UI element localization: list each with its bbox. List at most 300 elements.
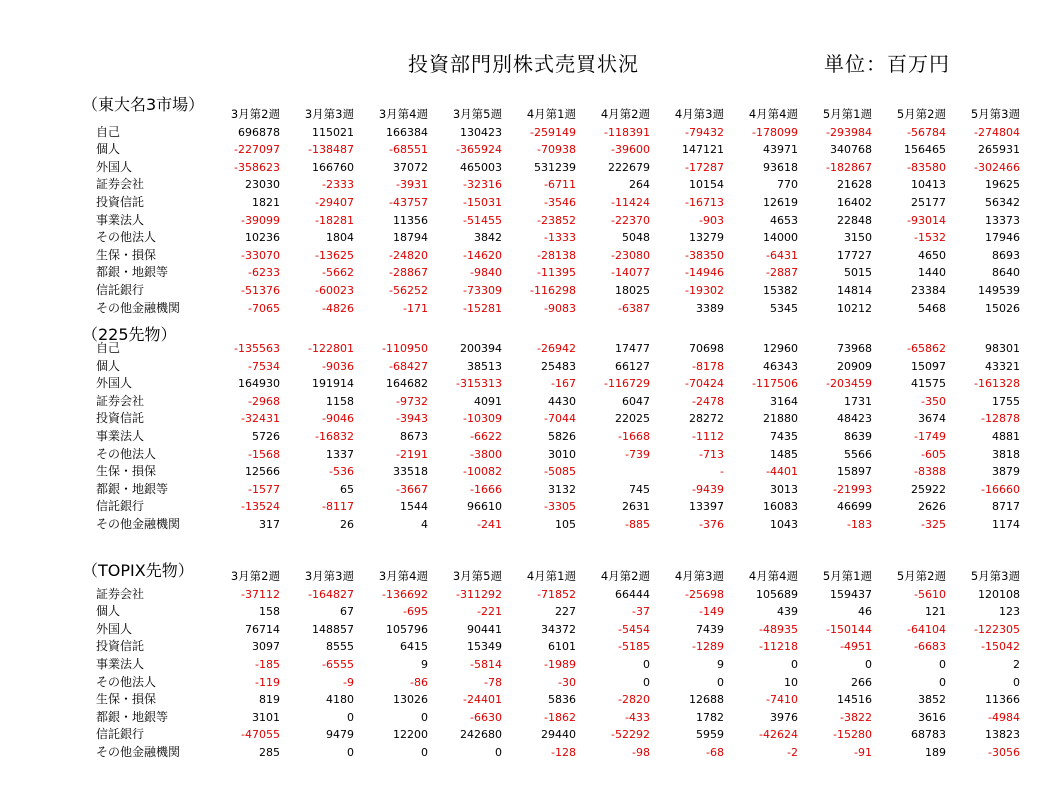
value-cell: 770 xyxy=(777,178,798,192)
table-row xyxy=(96,176,1020,194)
row-label: 事業法人 xyxy=(96,656,145,671)
column-header: 3月第5週 xyxy=(452,107,502,121)
value-cell: 8640 xyxy=(992,266,1020,280)
value-cell: -7410 xyxy=(766,693,798,707)
header-row xyxy=(96,568,1020,586)
value-cell: -6683 xyxy=(914,640,946,654)
value-cell: 242680 xyxy=(460,728,502,742)
column-header: 3月第2週 xyxy=(230,569,280,583)
value-cell: 9 xyxy=(717,657,724,671)
table-row xyxy=(96,709,1020,727)
row-label: 証券会社 xyxy=(96,393,145,408)
value-cell: -18281 xyxy=(315,213,354,227)
value-cell: 65 xyxy=(340,482,354,496)
value-cell: -4984 xyxy=(988,710,1020,724)
value-cell: -350 xyxy=(921,394,946,408)
value-cell: -203459 xyxy=(826,377,872,391)
value-cell: 1544 xyxy=(400,500,428,514)
value-cell: 159437 xyxy=(830,587,872,601)
value-cell: -11424 xyxy=(611,195,650,209)
row-label: 信託銀行 xyxy=(96,499,145,514)
value-cell: 38513 xyxy=(467,359,502,373)
value-cell: -6387 xyxy=(618,301,650,315)
value-cell: 105 xyxy=(555,517,576,531)
value-cell: -14620 xyxy=(463,248,502,262)
value-cell: -43757 xyxy=(389,195,428,209)
column-header: 4月第4週 xyxy=(748,107,798,121)
value-cell: -3943 xyxy=(396,412,428,426)
value-cell: 1337 xyxy=(326,447,354,461)
value-cell: -15042 xyxy=(981,640,1020,654)
value-cell: -47055 xyxy=(241,728,280,742)
table-row xyxy=(96,300,1020,318)
value-cell: -71852 xyxy=(537,587,576,601)
value-cell: 0 xyxy=(643,675,650,689)
value-cell: -13625 xyxy=(315,248,354,262)
value-cell: -24820 xyxy=(389,248,428,262)
value-cell: -311292 xyxy=(456,587,502,601)
value-cell: 4180 xyxy=(326,693,354,707)
row-label: 投資信託 xyxy=(96,194,145,209)
value-cell: 46 xyxy=(858,605,872,619)
row-label: 外国人 xyxy=(96,376,133,391)
value-cell: 3616 xyxy=(918,710,946,724)
value-cell: -23852 xyxy=(537,213,576,227)
value-cell: -9036 xyxy=(322,359,354,373)
value-cell xyxy=(576,463,650,481)
value-cell: 4881 xyxy=(992,429,1020,443)
value-cell: 0 xyxy=(1013,675,1020,689)
value-cell: 10236 xyxy=(245,231,280,245)
value-cell: 21880 xyxy=(763,412,798,426)
value-cell: -1862 xyxy=(544,710,576,724)
value-cell: 1821 xyxy=(252,195,280,209)
value-cell: -116729 xyxy=(604,377,650,391)
page-title: 投資部門別株式売買状況 xyxy=(408,52,639,76)
value-cell: 4430 xyxy=(548,394,576,408)
value-cell: -98 xyxy=(632,745,650,759)
value-cell: -14946 xyxy=(685,266,724,280)
value-cell: 66444 xyxy=(615,587,650,601)
column-header: 3月第3週 xyxy=(304,107,354,121)
table-row xyxy=(96,656,1020,674)
value-cell: 2626 xyxy=(918,500,946,514)
value-cell: -136692 xyxy=(382,587,428,601)
value-cell: -1112 xyxy=(692,429,724,443)
value-cell: 0 xyxy=(939,675,946,689)
value-cell: 16402 xyxy=(837,195,872,209)
value-cell: 48423 xyxy=(837,412,872,426)
value-cell: 73968 xyxy=(837,342,872,355)
value-cell: 8717 xyxy=(992,500,1020,514)
table-row xyxy=(96,194,1020,212)
value-cell: -6431 xyxy=(766,248,798,262)
value-cell: 3842 xyxy=(474,231,502,245)
table-topix-futures xyxy=(96,568,1020,762)
value-cell: -713 xyxy=(699,447,724,461)
value-cell: 0 xyxy=(347,710,354,724)
column-header: 5月第1週 xyxy=(822,107,872,121)
value-cell: -164827 xyxy=(308,587,354,601)
value-cell: 56342 xyxy=(985,195,1020,209)
value-cell: 41575 xyxy=(911,377,946,391)
value-cell: -1568 xyxy=(248,447,280,461)
value-cell: 266 xyxy=(851,675,872,689)
table-row xyxy=(96,212,1020,230)
value-cell: -29407 xyxy=(315,195,354,209)
value-cell: 15097 xyxy=(911,359,946,373)
value-cell: 70698 xyxy=(689,342,724,355)
value-cell: 158 xyxy=(259,605,280,619)
value-cell: 0 xyxy=(939,657,946,671)
value-cell: 11366 xyxy=(985,693,1020,707)
value-cell: 1043 xyxy=(770,517,798,531)
value-cell: -68551 xyxy=(389,143,428,157)
value-cell: 13823 xyxy=(985,728,1020,742)
value-cell: 123 xyxy=(999,605,1020,619)
value-cell: 10212 xyxy=(837,301,872,315)
section-label-topix-futures: （TOPIX先物） xyxy=(82,561,194,580)
header-blank xyxy=(96,568,206,586)
value-cell: 23384 xyxy=(911,283,946,297)
value-cell: 1755 xyxy=(992,394,1020,408)
value-cell: -10309 xyxy=(463,412,502,426)
value-cell: 3150 xyxy=(844,231,872,245)
value-cell: -8178 xyxy=(692,359,724,373)
column-header: 4月第3週 xyxy=(674,107,724,121)
value-cell: -9046 xyxy=(322,412,354,426)
table-row xyxy=(96,358,1020,376)
value-cell: -315313 xyxy=(456,377,502,391)
value-cell: 11356 xyxy=(393,213,428,227)
value-cell: 19625 xyxy=(985,178,1020,192)
value-cell: 76714 xyxy=(245,622,280,636)
value-cell: 8693 xyxy=(992,248,1020,262)
value-cell: 98301 xyxy=(985,342,1020,355)
value-cell: 10154 xyxy=(689,178,724,192)
value-cell: 0 xyxy=(421,710,428,724)
value-cell: 10413 xyxy=(911,178,946,192)
value-cell: -118391 xyxy=(604,125,650,139)
value-cell: 3976 xyxy=(770,710,798,724)
value-cell: 0 xyxy=(347,745,354,759)
value-cell: - xyxy=(720,465,724,479)
value-cell: -5814 xyxy=(470,657,502,671)
value-cell: -38350 xyxy=(685,248,724,262)
value-cell: -25698 xyxy=(685,587,724,601)
value-cell: 105796 xyxy=(386,622,428,636)
value-cell: -1289 xyxy=(692,640,724,654)
value-cell: -37 xyxy=(632,605,650,619)
value-cell: -2820 xyxy=(618,693,650,707)
value-cell: 0 xyxy=(495,745,502,759)
value-cell: 22025 xyxy=(615,412,650,426)
row-label: その他法人 xyxy=(96,230,157,245)
row-label: その他金融機関 xyxy=(96,300,181,315)
value-cell: 15382 xyxy=(763,283,798,297)
table-row xyxy=(96,726,1020,744)
value-cell: -70424 xyxy=(685,377,724,391)
value-cell: -227097 xyxy=(234,143,280,157)
value-cell: -274804 xyxy=(974,125,1020,139)
value-cell: 120108 xyxy=(978,587,1020,601)
value-cell: -302466 xyxy=(974,160,1020,174)
value-cell: -37112 xyxy=(241,587,280,601)
row-label: 個人 xyxy=(96,358,121,373)
value-cell: -78 xyxy=(484,675,502,689)
value-cell: -1668 xyxy=(618,429,650,443)
table-row xyxy=(96,340,1020,358)
row-label: 都銀・地銀等 xyxy=(96,481,169,496)
value-cell: -68427 xyxy=(389,359,428,373)
value-cell: 130423 xyxy=(460,125,502,139)
section-label-225-futures: （225先物） xyxy=(82,325,177,344)
value-cell: 4653 xyxy=(770,213,798,227)
value-cell: 265931 xyxy=(978,143,1020,157)
value-cell: 43321 xyxy=(985,359,1020,373)
row-label: その他金融機関 xyxy=(96,744,181,759)
value-cell: -241 xyxy=(477,517,502,531)
value-cell: -3931 xyxy=(396,178,428,192)
value-cell: -221 xyxy=(477,605,502,619)
value-cell: -2333 xyxy=(322,178,354,192)
table-row xyxy=(96,247,1020,265)
value-cell: 5726 xyxy=(252,429,280,443)
value-cell: -32316 xyxy=(463,178,502,192)
value-cell: 745 xyxy=(629,482,650,496)
value-cell: -6711 xyxy=(544,178,576,192)
value-cell: -48935 xyxy=(759,622,798,636)
value-cell: 6101 xyxy=(548,640,576,654)
value-cell: -2191 xyxy=(396,447,428,461)
value-cell: -185 xyxy=(255,657,280,671)
value-cell: 15026 xyxy=(985,301,1020,315)
value-cell: -1333 xyxy=(544,231,576,245)
value-cell: 28272 xyxy=(689,412,724,426)
table-row xyxy=(96,410,1020,428)
value-cell: -119 xyxy=(255,675,280,689)
value-cell: 5826 xyxy=(548,429,576,443)
value-cell: -3056 xyxy=(988,745,1020,759)
value-cell: -5454 xyxy=(618,622,650,636)
value-cell: 3389 xyxy=(696,301,724,315)
value-cell: 14516 xyxy=(837,693,872,707)
value-cell: -15280 xyxy=(833,728,872,742)
value-cell: 4 xyxy=(421,517,428,531)
value-cell: 3818 xyxy=(992,447,1020,461)
row-label: 事業法人 xyxy=(96,212,145,227)
value-cell: 3852 xyxy=(918,693,946,707)
value-cell: 819 xyxy=(259,693,280,707)
value-cell: -5610 xyxy=(914,587,946,601)
value-cell: 5345 xyxy=(770,301,798,315)
value-cell: 23030 xyxy=(245,178,280,192)
value-cell: -182867 xyxy=(826,160,872,174)
table-row xyxy=(96,159,1020,177)
value-cell: -1749 xyxy=(914,429,946,443)
row-label: 個人 xyxy=(96,142,121,157)
column-header: 4月第1週 xyxy=(526,107,576,121)
value-cell: -1532 xyxy=(914,231,946,245)
value-cell: -4826 xyxy=(322,301,354,315)
table-row xyxy=(96,638,1020,656)
value-cell: -3546 xyxy=(544,195,576,209)
row-label: 生保・損保 xyxy=(96,464,157,479)
row-label: 信託銀行 xyxy=(96,282,145,297)
row-label: 都銀・地銀等 xyxy=(96,709,169,724)
value-cell: -23080 xyxy=(611,248,650,262)
value-cell: 1804 xyxy=(326,231,354,245)
value-cell: 37072 xyxy=(393,160,428,174)
value-cell: 227 xyxy=(555,605,576,619)
value-cell: -91 xyxy=(854,745,872,759)
value-cell: 9 xyxy=(421,657,428,671)
value-cell: -51376 xyxy=(241,283,280,297)
value-cell: 317 xyxy=(259,517,280,531)
value-cell: -13524 xyxy=(241,500,280,514)
value-cell: 8673 xyxy=(400,429,428,443)
value-cell: -11218 xyxy=(759,640,798,654)
value-cell: 0 xyxy=(717,675,724,689)
value-cell: -39099 xyxy=(241,213,280,227)
value-cell: -51455 xyxy=(463,213,502,227)
value-cell: 3674 xyxy=(918,412,946,426)
value-cell: 189 xyxy=(925,745,946,759)
value-cell: 46699 xyxy=(837,500,872,514)
table-row xyxy=(96,498,1020,516)
value-cell: 285 xyxy=(259,745,280,759)
row-label: 信託銀行 xyxy=(96,727,145,742)
value-cell: 12200 xyxy=(393,728,428,742)
column-header: 5月第3週 xyxy=(970,107,1020,121)
value-cell: 4091 xyxy=(474,394,502,408)
value-cell: 1440 xyxy=(918,266,946,280)
table-row xyxy=(96,674,1020,692)
value-cell: -14077 xyxy=(611,266,650,280)
column-header: 3月第5週 xyxy=(452,569,502,583)
row-label: その他法人 xyxy=(96,674,157,689)
value-cell: 5048 xyxy=(622,231,650,245)
value-cell: -68 xyxy=(706,745,724,759)
value-cell: 7435 xyxy=(770,429,798,443)
value-cell: -2887 xyxy=(766,266,798,280)
row-label: 都銀・地銀等 xyxy=(96,265,169,280)
row-label: 証券会社 xyxy=(96,586,145,601)
value-cell: -1989 xyxy=(544,657,576,671)
value-cell: -70938 xyxy=(537,143,576,157)
table-row xyxy=(96,691,1020,709)
value-cell: -259149 xyxy=(530,125,576,139)
value-cell: -65862 xyxy=(907,342,946,355)
value-cell: 340768 xyxy=(830,143,872,157)
value-cell: 439 xyxy=(777,605,798,619)
value-cell: -2 xyxy=(787,745,798,759)
value-cell: -4951 xyxy=(840,640,872,654)
value-cell: 531239 xyxy=(534,160,576,174)
value-cell: 2631 xyxy=(622,500,650,514)
value-cell: -24401 xyxy=(463,693,502,707)
table-tse xyxy=(96,106,1020,317)
table-row xyxy=(96,141,1020,159)
column-header: 5月第1週 xyxy=(822,569,872,583)
value-cell: -83580 xyxy=(907,160,946,174)
value-cell: -16832 xyxy=(315,429,354,443)
value-cell: -28867 xyxy=(389,266,428,280)
value-cell: 2 xyxy=(1013,657,1020,671)
value-cell: -138487 xyxy=(308,143,354,157)
value-cell: -60023 xyxy=(315,283,354,297)
value-cell: 68783 xyxy=(911,728,946,742)
value-cell: -128 xyxy=(551,745,576,759)
value-cell: 18794 xyxy=(393,231,428,245)
value-cell: 0 xyxy=(643,657,650,671)
value-cell: 1782 xyxy=(696,710,724,724)
row-label: 証券会社 xyxy=(96,177,145,192)
table-row xyxy=(96,446,1020,464)
value-cell: -26942 xyxy=(537,342,576,355)
value-cell: -122801 xyxy=(308,342,354,355)
value-cell: -171 xyxy=(403,301,428,315)
value-cell: 4650 xyxy=(918,248,946,262)
value-cell: 14000 xyxy=(763,231,798,245)
value-cell: -33070 xyxy=(241,248,280,262)
value-cell: -15031 xyxy=(463,195,502,209)
value-cell: -9 xyxy=(343,675,354,689)
value-cell: -64104 xyxy=(907,622,946,636)
value-cell: 25177 xyxy=(911,195,946,209)
value-cell: 34372 xyxy=(541,622,576,636)
table-row xyxy=(96,375,1020,393)
value-cell: -86 xyxy=(410,675,428,689)
column-header: 4月第3週 xyxy=(674,569,724,583)
table-row xyxy=(96,603,1020,621)
value-cell: -52292 xyxy=(611,728,650,742)
value-cell: 96610 xyxy=(467,500,502,514)
value-cell: -7534 xyxy=(248,359,280,373)
value-cell: -325 xyxy=(921,517,946,531)
value-cell: -7044 xyxy=(544,412,576,426)
row-label: 事業法人 xyxy=(96,428,145,443)
row-label: 外国人 xyxy=(96,621,133,636)
value-cell: 164682 xyxy=(386,377,428,391)
value-cell: 15897 xyxy=(837,465,872,479)
value-cell: 16083 xyxy=(763,500,798,514)
value-cell: 7439 xyxy=(696,622,724,636)
value-cell: -178099 xyxy=(752,125,798,139)
column-header: 3月第2週 xyxy=(230,107,280,121)
value-cell: 191914 xyxy=(312,377,354,391)
column-header: 3月第4週 xyxy=(378,569,428,583)
value-cell: -605 xyxy=(921,447,946,461)
table-row xyxy=(96,744,1020,762)
value-cell: -293984 xyxy=(826,125,872,139)
value-cell: -93014 xyxy=(907,213,946,227)
value-cell: 5468 xyxy=(918,301,946,315)
value-cell: -32431 xyxy=(241,412,280,426)
value-cell: -15281 xyxy=(463,301,502,315)
value-cell: -9083 xyxy=(544,301,576,315)
value-cell: 9479 xyxy=(326,728,354,742)
value-cell: 3101 xyxy=(252,710,280,724)
row-label: 生保・損保 xyxy=(96,247,157,262)
value-cell: -2968 xyxy=(248,394,280,408)
value-cell: 8639 xyxy=(844,429,872,443)
section-label-tse: （東大名3市場） xyxy=(82,95,205,114)
value-cell: 20909 xyxy=(837,359,872,373)
value-cell: -117506 xyxy=(752,377,798,391)
value-cell: 6415 xyxy=(400,640,428,654)
value-cell: 67 xyxy=(340,605,354,619)
